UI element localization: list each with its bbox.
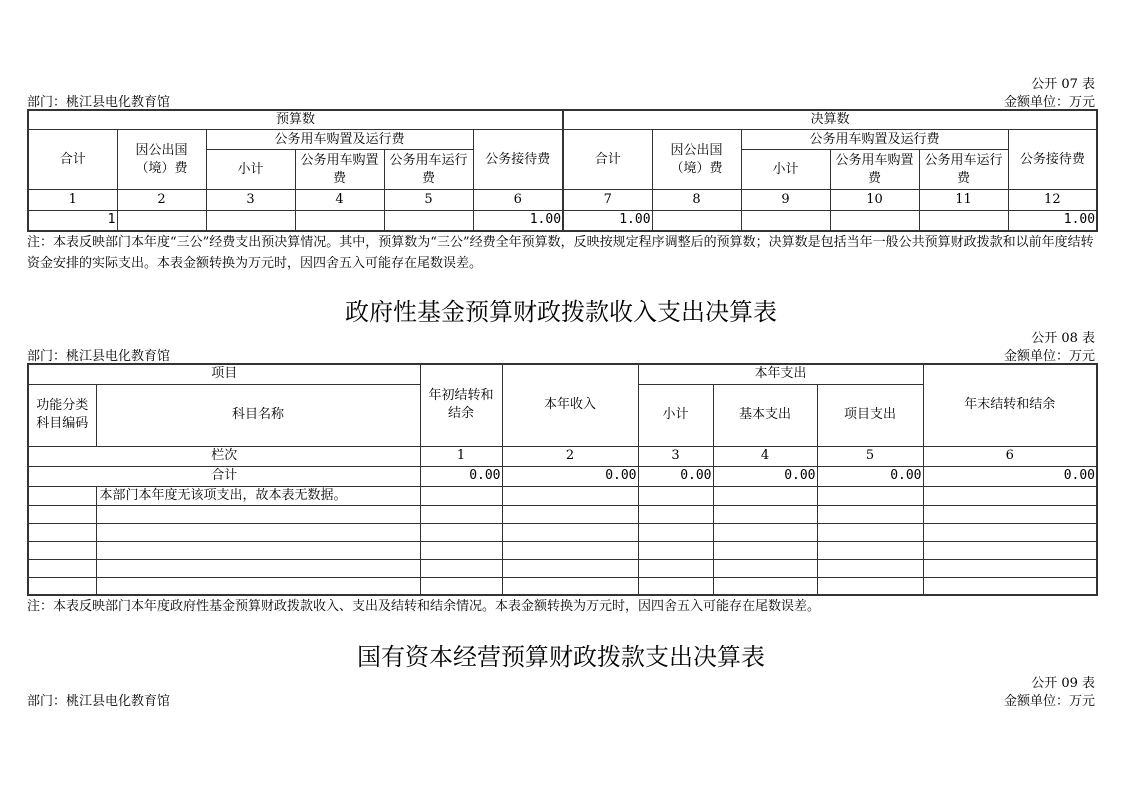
empty-cell xyxy=(713,523,817,541)
project-expense-header: 项目支出 xyxy=(817,384,923,446)
empty-cell xyxy=(923,541,1097,559)
empty-cell xyxy=(420,559,502,577)
empty-cell xyxy=(923,577,1097,595)
col-number: 1 xyxy=(28,190,117,211)
budget-total-header: 合计 xyxy=(28,130,117,190)
no-data-message: 本部门本年度无该项支出，故本表无数据。 xyxy=(96,486,420,505)
carry-begin-header: 年初结转和结余 xyxy=(420,364,502,446)
empty-cell xyxy=(713,559,817,577)
final-abroad-header: 因公出国（境）费 xyxy=(652,130,741,190)
empty-cell xyxy=(96,505,420,523)
table-row xyxy=(28,541,1097,559)
table09-department: 部门：桃江县电化教育馆 xyxy=(27,694,171,709)
empty-cell xyxy=(713,486,817,505)
table07-department: 部门：桃江县电化教育馆 xyxy=(27,95,171,110)
empty-cell xyxy=(923,523,1097,541)
col-number: 1 xyxy=(420,446,502,466)
budget-abroad-header: 因公出国（境）费 xyxy=(117,130,206,190)
col-number: 5 xyxy=(817,446,923,466)
empty-cell xyxy=(28,505,96,523)
data-cell xyxy=(295,211,384,231)
subject-name-header: 科目名称 xyxy=(96,384,420,446)
table07 xyxy=(27,109,1098,232)
empty-cell xyxy=(502,505,638,523)
final-subtotal-header: 小计 xyxy=(741,150,830,190)
total-cell: 0.00 xyxy=(713,466,817,486)
table08-note: 注：本表反映部门本年度政府性基金预算财政拨款收入、支出及结转和结余情况。本表金额转换为万元时，因四舍五入可能存在尾数误差。 xyxy=(27,599,821,614)
empty-cell xyxy=(420,486,502,505)
empty-cell xyxy=(817,523,923,541)
empty-cell xyxy=(28,577,96,595)
col-number: 9 xyxy=(741,190,830,211)
empty-cell xyxy=(713,505,817,523)
col-number: 4 xyxy=(713,446,817,466)
table08-department: 部门：桃江县电化教育馆 xyxy=(27,349,171,364)
total-cell: 0.00 xyxy=(420,466,502,486)
total-cell: 0.00 xyxy=(638,466,713,486)
expense-subtotal-header: 小计 xyxy=(638,384,713,446)
empty-cell xyxy=(96,577,420,595)
col-number: 8 xyxy=(652,190,741,211)
carry-end-header: 年末结转和结余 xyxy=(923,364,1097,446)
table09-code: 公开 09 表 xyxy=(1031,676,1095,691)
table08-title: 政府性基金预算财政拨款收入支出决算表 xyxy=(345,298,777,326)
col-number: 2 xyxy=(117,190,206,211)
col-number: 5 xyxy=(384,190,473,211)
col-number: 3 xyxy=(206,190,295,211)
empty-cell xyxy=(638,541,713,559)
table09-title: 国有资本经营预算财政拨款支出决算表 xyxy=(357,643,765,671)
col-number: 2 xyxy=(502,446,638,466)
income-header: 本年收入 xyxy=(502,364,638,446)
data-cell xyxy=(652,211,741,231)
budget-subtotal-header: 小计 xyxy=(206,150,295,190)
col-number: 11 xyxy=(919,190,1008,211)
table07-note: 注：本表反映部门本年度“三公”经费支出预决算情况。其中，预算数为“三公”经费全年预算数，反映按规定程序调整后的预算数；决算数是包括当年一般公共预算财政拨款和以前年度结转资金安排的实际支出。本表金额转换为万元时，因四舍五入可能存在尾数误差。 xyxy=(27,235,1094,271)
data-cell: 1 xyxy=(28,211,117,231)
final-car-header: 公务用车购置及运行费 xyxy=(741,130,1008,150)
empty-cell xyxy=(420,505,502,523)
final-header: 决算数 xyxy=(563,110,1097,130)
data-cell xyxy=(117,211,206,231)
table08-unit: 金额单位：万元 xyxy=(1003,349,1095,364)
empty-cell xyxy=(923,559,1097,577)
table08-code: 公开 08 表 xyxy=(1031,331,1095,346)
basic-expense-header: 基本支出 xyxy=(713,384,817,446)
table-row xyxy=(28,523,1097,541)
func-code-header: 功能分类科目编码 xyxy=(28,384,96,446)
empty-cell xyxy=(420,541,502,559)
empty-cell xyxy=(502,559,638,577)
data-cell xyxy=(384,211,473,231)
empty-cell xyxy=(502,486,638,505)
data-cell: 1.00 xyxy=(563,211,652,231)
final-car-run-header: 公务用车运行费 xyxy=(919,150,1008,190)
item-header: 项目 xyxy=(28,364,420,384)
empty-cell xyxy=(502,577,638,595)
data-cell: 1.00 xyxy=(473,211,563,231)
empty-cell xyxy=(502,541,638,559)
data-cell xyxy=(206,211,295,231)
table08 xyxy=(27,363,1098,596)
col-number: 10 xyxy=(830,190,919,211)
table09-unit: 金额单位：万元 xyxy=(1003,694,1095,709)
data-cell: 1.00 xyxy=(1008,211,1097,231)
budget-car-header: 公务用车购置及运行费 xyxy=(206,130,473,150)
data-cell xyxy=(741,211,830,231)
empty-cell xyxy=(420,577,502,595)
empty-cell xyxy=(638,523,713,541)
column-label: 栏次 xyxy=(28,446,420,466)
table-row xyxy=(28,559,1097,577)
budget-car-buy-header: 公务用车购置费 xyxy=(295,150,384,190)
col-number: 4 xyxy=(295,190,384,211)
empty-cell xyxy=(96,559,420,577)
empty-cell xyxy=(817,559,923,577)
data-cell xyxy=(830,211,919,231)
empty-cell xyxy=(713,541,817,559)
empty-cell xyxy=(96,523,420,541)
empty-cell xyxy=(817,541,923,559)
empty-cell xyxy=(96,541,420,559)
empty-cell xyxy=(817,505,923,523)
empty-cell xyxy=(817,486,923,505)
empty-cell xyxy=(817,577,923,595)
final-reception-header: 公务接待费 xyxy=(1008,130,1097,190)
expense-header: 本年支出 xyxy=(638,364,923,384)
table-row xyxy=(28,577,1097,595)
final-car-buy-header: 公务用车购置费 xyxy=(830,150,919,190)
table07-code: 公开 07 表 xyxy=(1031,77,1095,92)
table-row xyxy=(28,505,1097,523)
total-cell: 0.00 xyxy=(502,466,638,486)
empty-cell xyxy=(420,523,502,541)
empty-cell xyxy=(638,505,713,523)
col-number: 7 xyxy=(563,190,652,211)
empty-cell xyxy=(28,523,96,541)
table07-unit: 金额单位：万元 xyxy=(1003,95,1095,110)
col-number: 6 xyxy=(473,190,563,211)
col-number: 12 xyxy=(1008,190,1097,211)
empty-cell xyxy=(923,486,1097,505)
total-cell: 0.00 xyxy=(923,466,1097,486)
empty-cell xyxy=(923,505,1097,523)
empty-cell xyxy=(638,559,713,577)
data-cell xyxy=(919,211,1008,231)
empty-cell xyxy=(28,559,96,577)
final-total-header: 合计 xyxy=(563,130,652,190)
empty-cell xyxy=(638,486,713,505)
col-number: 6 xyxy=(923,446,1097,466)
budget-reception-header: 公务接待费 xyxy=(473,130,563,190)
empty-cell xyxy=(713,577,817,595)
col-number: 3 xyxy=(638,446,713,466)
empty-cell xyxy=(638,577,713,595)
budget-car-run-header: 公务用车运行费 xyxy=(384,150,473,190)
empty-cell xyxy=(28,486,96,505)
budget-header: 预算数 xyxy=(28,110,563,130)
total-cell: 0.00 xyxy=(817,466,923,486)
total-label: 合计 xyxy=(28,466,420,486)
empty-cell xyxy=(28,541,96,559)
empty-cell xyxy=(502,523,638,541)
